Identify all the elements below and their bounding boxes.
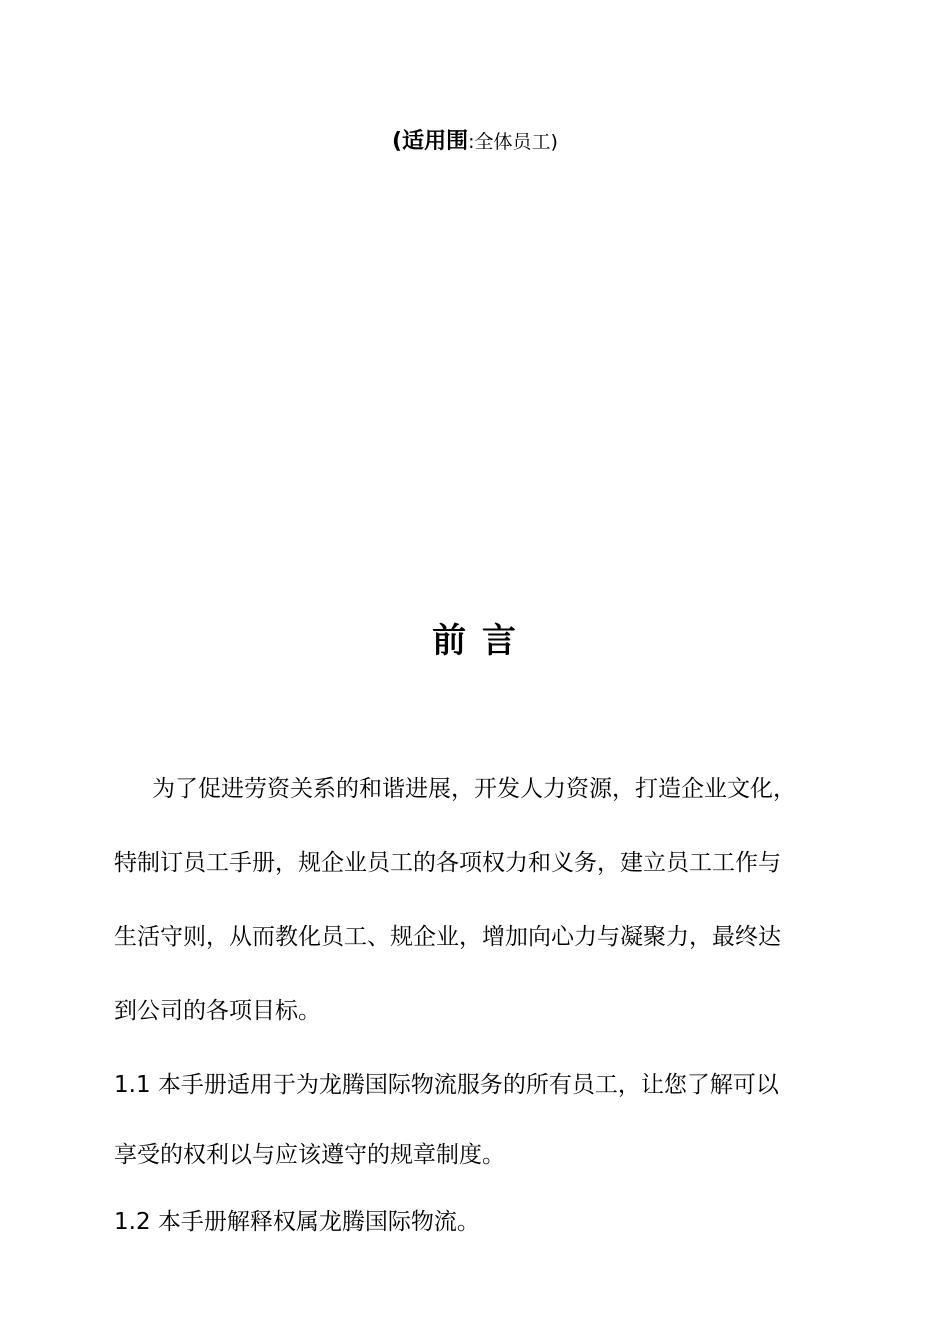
- clause-1-1: [114, 1050, 874, 1190]
- scope-label: 适用围: [402, 129, 469, 154]
- scope-open-paren: (: [392, 129, 403, 154]
- intro-line-2: 特制订员工手册，规企业员工的各项权力和义务，建立员工工作与: [114, 850, 781, 876]
- preface-title: 前 言: [432, 621, 518, 661]
- scope-line: [0, 124, 950, 159]
- clause-1-2-line-1: 1.2 本手册解释权属龙腾国际物流。: [114, 1209, 480, 1235]
- intro-line-1: 为了促进劳资关系的和谐进展，开发人力资源，打造企业文化，: [152, 776, 796, 802]
- intro-line-3: 生活守则，从而教化员工、规企业，增加向心力与凝聚力，最终达: [114, 924, 781, 950]
- intro-paragraph: [114, 752, 874, 1048]
- intro-line-4: 到公司的各项目标。: [114, 998, 321, 1024]
- clause-1-1-line-2: 享受的权利以与应该遵守的规章制度。: [114, 1142, 505, 1168]
- scope-value: :全体员工): [468, 131, 558, 153]
- document-body: [114, 752, 874, 1252]
- clause-1-1-line-1: 1.1 本手册适用于为龙腾国际物流服务的所有员工，让您了解可以: [114, 1072, 779, 1098]
- clause-1-2: [114, 1192, 874, 1252]
